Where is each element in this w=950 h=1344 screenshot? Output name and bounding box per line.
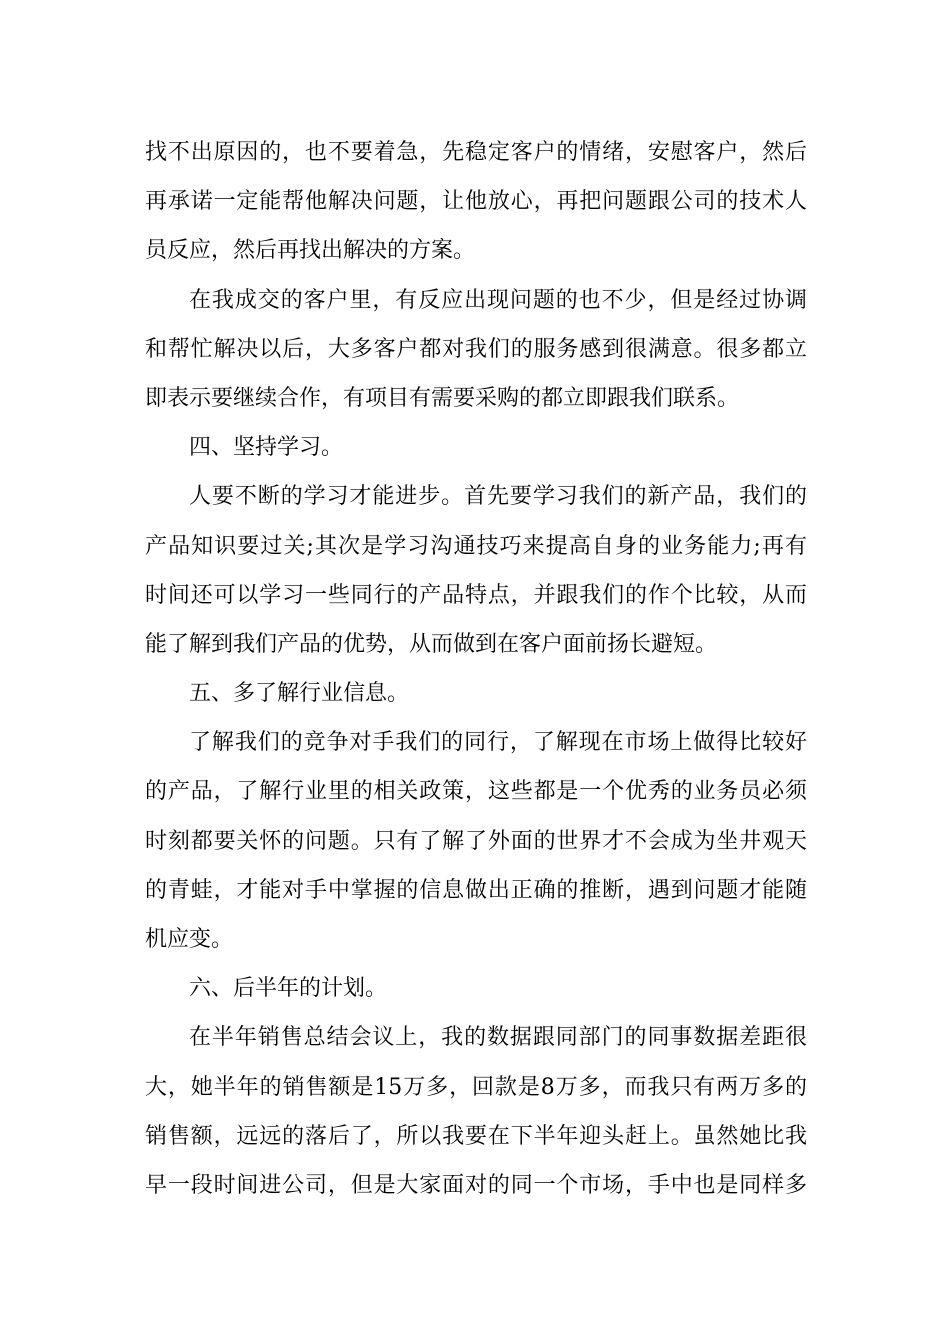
text-line: 机应变。 — [145, 927, 234, 952]
text-line: 员反应，然后再找出解决的方案。 — [145, 238, 476, 264]
text-line: 大，她半年的销售额是15万多，回款是8万多，而我只有两万多的 — [145, 1074, 807, 1100]
text-line: 销售额，远远的落后了，所以我要在下半年迎头赶上。虽然她比我 — [145, 1123, 807, 1149]
text-line: 时间还可以学习一些同行的产品特点，并跟我们的作个比较，从而 — [145, 582, 807, 608]
text-line: 早一段时间进公司，但是大家面对的同一个市场，手中也是同样多 — [145, 1172, 807, 1198]
text-line: 人要不断的学习才能进步。首先要学习我们的新产品，我们的 — [189, 484, 807, 510]
text-line: 再承诺一定能帮他解决问题，让他放心，再把问题跟公司的技术人 — [145, 189, 807, 215]
section-heading: 四、坚持学习。 — [189, 435, 344, 461]
text-line: 在半年销售总结会议上，我的数据跟同部门的同事数据差距很 — [189, 1025, 807, 1051]
section-heading: 五、多了解行业信息。 — [189, 681, 410, 707]
text-line: 在我成交的客户里，有反应出现问题的也不少，但是经过协调 — [189, 287, 807, 313]
text-line: 和帮忙解决以后，大多客户都对我们的服务感到很满意。很多都立 — [145, 336, 807, 362]
text-line: 的产品，了解行业里的相关政策，这些都是一个优秀的业务员必须 — [145, 779, 807, 805]
text-line: 找不出原因的，也不要着急，先稳定客户的情绪，安慰客户，然后 — [145, 140, 807, 165]
document-body — [145, 128, 807, 1210]
text-line: 产品知识要过关;其次是学习沟通技巧来提高自身的业务能力;再有 — [145, 533, 807, 559]
text-line: 时刻都要关怀的问题。只有了解了外面的世界才不会成为坐井观天 — [145, 828, 807, 854]
section-heading: 六、后半年的计划。 — [189, 976, 388, 1002]
text-line: 的青蛙，才能对手中掌握的信息做出正确的推断，遇到问题才能随 — [145, 877, 807, 903]
text-line: 了解我们的竞争对手我们的同行，了解现在市场上做得比较好 — [189, 730, 807, 756]
text-line: 即表示要继续合作，有项目有需要采购的都立即跟我们联系。 — [145, 385, 740, 411]
text-line: 能了解到我们产品的优势，从而做到在客户面前扬长避短。 — [145, 631, 718, 657]
